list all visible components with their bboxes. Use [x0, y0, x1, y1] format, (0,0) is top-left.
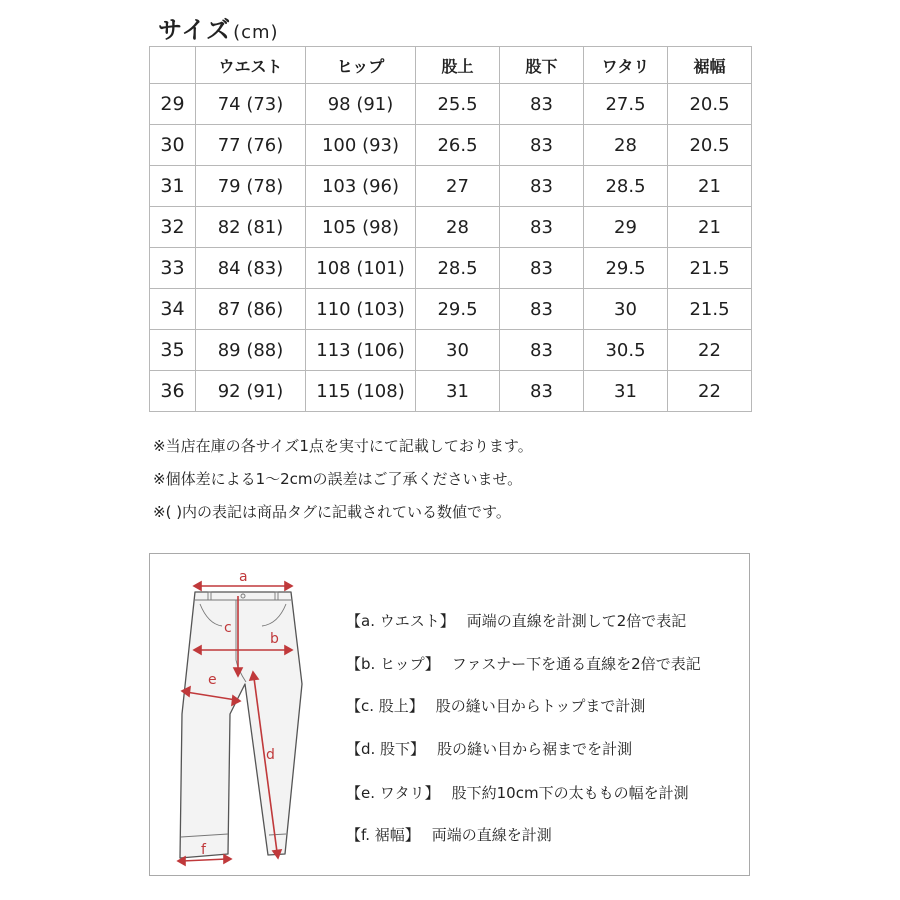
cell-hip: 113 (106) — [306, 330, 416, 371]
measurement-guide — [149, 553, 750, 876]
cell-thigh: 31 — [584, 371, 668, 412]
cell-inseam: 83 — [500, 371, 584, 412]
cell-thigh: 30 — [584, 289, 668, 330]
legend-row — [346, 782, 689, 803]
cell-thigh: 28 — [584, 125, 668, 166]
cell-hip: 100 (93) — [306, 125, 416, 166]
legend-desc: 股の縫い目からトップまで計測 — [435, 697, 646, 715]
cell-rise: 29.5 — [416, 289, 500, 330]
cell-inseam: 83 — [500, 207, 584, 248]
cell-rise: 26.5 — [416, 125, 500, 166]
note-line: ※( )内の表記は商品タグに記載されている数値です。 — [153, 503, 511, 521]
cell-hem: 21.5 — [668, 289, 752, 330]
cell-inseam: 83 — [500, 289, 584, 330]
header-inseam: 股下 — [500, 47, 584, 84]
table-row — [150, 289, 752, 330]
cell-hem: 21 — [668, 207, 752, 248]
cell-hem: 21.5 — [668, 248, 752, 289]
cell-size: 32 — [150, 207, 196, 248]
cell-inseam: 83 — [500, 248, 584, 289]
note-line: ※個体差による1〜2cmの誤差はご了承くださいませ。 — [153, 470, 523, 488]
header-waist: ウエスト — [196, 47, 306, 84]
table-header-row — [150, 47, 752, 84]
cell-thigh: 29.5 — [584, 248, 668, 289]
legend-desc: ファスナー下を通る直線を2倍で表記 — [451, 655, 701, 673]
header-hip: ヒップ — [306, 47, 416, 84]
cell-waist: 89 (88) — [196, 330, 306, 371]
table-row — [150, 166, 752, 207]
title-text: サイズ — [158, 16, 232, 44]
label-f: f — [201, 842, 206, 858]
pants-outline — [180, 592, 302, 858]
cell-hip: 105 (98) — [306, 207, 416, 248]
title-unit: (cm) — [233, 22, 279, 43]
cell-inseam: 83 — [500, 166, 584, 207]
header-rise: 股上 — [416, 47, 500, 84]
label-e: e — [208, 672, 217, 688]
cell-size: 30 — [150, 125, 196, 166]
table-row — [150, 84, 752, 125]
cell-waist: 87 (86) — [196, 289, 306, 330]
label-b: b — [270, 631, 279, 647]
label-a: a — [239, 569, 248, 585]
cell-waist: 79 (78) — [196, 166, 306, 207]
table-row — [150, 207, 752, 248]
legend-key: 【d. 股下】 — [346, 740, 426, 758]
cell-waist: 92 (91) — [196, 371, 306, 412]
size-table — [149, 46, 752, 412]
cell-hem: 21 — [668, 166, 752, 207]
legend-row — [346, 824, 552, 845]
table-row — [150, 330, 752, 371]
legend-desc: 両端の直線を計測 — [431, 826, 552, 844]
legend-row — [346, 738, 632, 759]
cell-size: 33 — [150, 248, 196, 289]
cell-size: 36 — [150, 371, 196, 412]
legend-desc: 両端の直線を計測して2倍で表記 — [466, 612, 687, 630]
cell-hip: 103 (96) — [306, 166, 416, 207]
cell-hip: 115 (108) — [306, 371, 416, 412]
legend-key: 【b. ヒップ】 — [346, 655, 440, 673]
legend-desc: 股の縫い目から裾までを計測 — [437, 740, 633, 758]
cell-hip: 110 (103) — [306, 289, 416, 330]
header-hem: 裾幅 — [668, 47, 752, 84]
page-title — [158, 10, 279, 45]
cell-inseam: 83 — [500, 330, 584, 371]
cell-thigh: 27.5 — [584, 84, 668, 125]
table-row — [150, 125, 752, 166]
legend-row — [346, 695, 645, 716]
cell-size: 31 — [150, 166, 196, 207]
legend-key: 【a. ウエスト】 — [346, 612, 455, 630]
cell-thigh: 28.5 — [584, 166, 668, 207]
cell-hem: 20.5 — [668, 125, 752, 166]
table-row — [150, 371, 752, 412]
cell-hip: 108 (101) — [306, 248, 416, 289]
cell-thigh: 29 — [584, 207, 668, 248]
label-c: c — [224, 620, 232, 636]
cell-rise: 25.5 — [416, 84, 500, 125]
note-line: ※当店在庫の各サイズ1点を実寸にて記載しております。 — [153, 437, 533, 455]
cell-thigh: 30.5 — [584, 330, 668, 371]
legend-key: 【f. 裾幅】 — [346, 826, 420, 844]
cell-waist: 82 (81) — [196, 207, 306, 248]
legend-key: 【c. 股上】 — [346, 697, 424, 715]
notes — [153, 430, 533, 529]
pants-diagram — [170, 564, 320, 869]
cell-hem: 20.5 — [668, 84, 752, 125]
cell-waist: 74 (73) — [196, 84, 306, 125]
legend-row — [346, 653, 701, 674]
legend-desc: 股下約10cm下の太ももの幅を計測 — [451, 784, 689, 802]
cell-size: 35 — [150, 330, 196, 371]
cell-size: 34 — [150, 289, 196, 330]
cell-hip: 98 (91) — [306, 84, 416, 125]
header-thigh: ワタリ — [584, 47, 668, 84]
cell-rise: 28.5 — [416, 248, 500, 289]
cell-waist: 77 (76) — [196, 125, 306, 166]
cell-waist: 84 (83) — [196, 248, 306, 289]
cell-rise: 27 — [416, 166, 500, 207]
table-row — [150, 248, 752, 289]
cell-hem: 22 — [668, 371, 752, 412]
cell-rise: 31 — [416, 371, 500, 412]
label-d: d — [266, 747, 275, 763]
header-corner — [150, 47, 196, 84]
cell-hem: 22 — [668, 330, 752, 371]
legend-key: 【e. ワタリ】 — [346, 784, 440, 802]
cell-size: 29 — [150, 84, 196, 125]
cell-rise: 30 — [416, 330, 500, 371]
legend-row — [346, 610, 686, 631]
cell-inseam: 83 — [500, 84, 584, 125]
cell-rise: 28 — [416, 207, 500, 248]
cell-inseam: 83 — [500, 125, 584, 166]
